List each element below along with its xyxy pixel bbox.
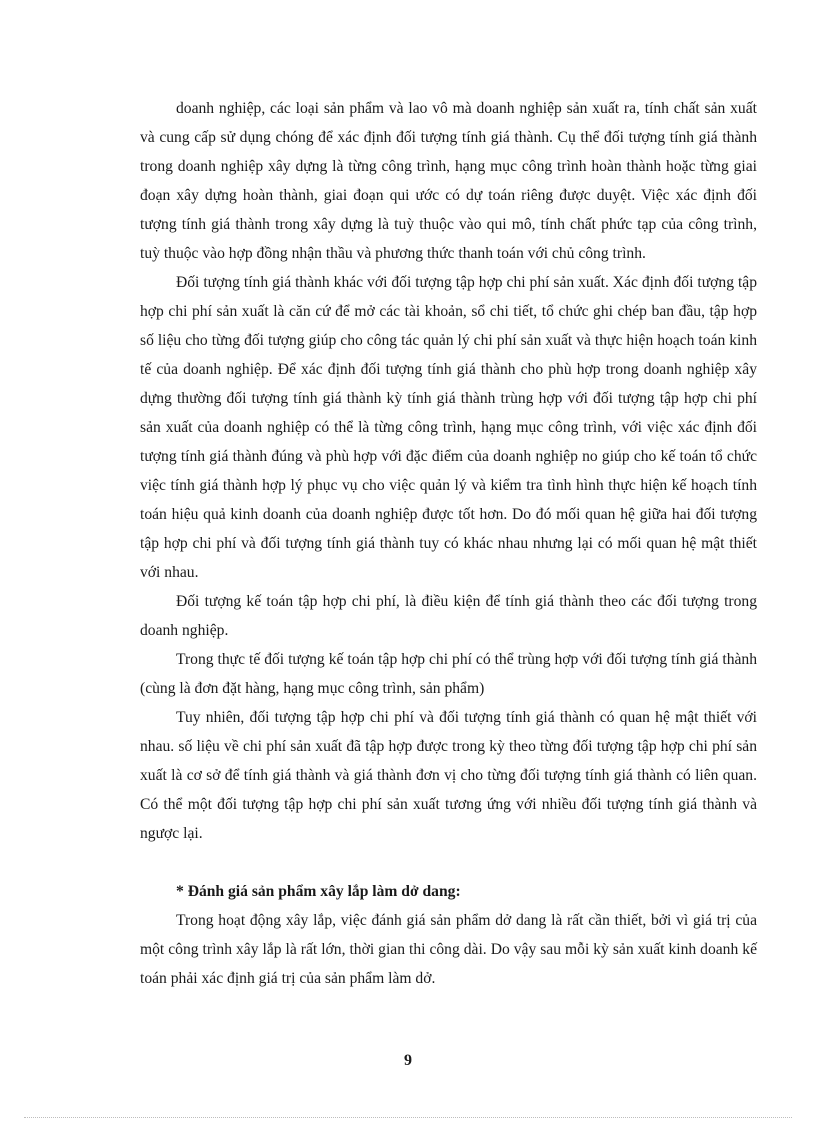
paragraph-intro: doanh nghiệp, các loại sản phẩm và lao vô mà doanh nghiệp sản xuất ra, tính chất sản xuất và cung cấp sử dụng chóng để xác định đối tượng tính giá thành. Cụ thể đối tượng tính giá thành trong doanh nghiệp xây dựng là từng công trình, hạng mục công trình hoàn thành hoặc từng giai đoạn xây dựng hoàn thành, giai đoạn qui ước có dự toán riêng được duyệt. Việc xác định đối tượng tính giá thành trong xây dựng là tuỳ thuộc vào qui mô, tính chất phức tạp của công trình, tuỳ thuộc vào hợp đồng nhận thầu và phương thức thanh toán với chủ công trình.	[140, 100, 757, 262]
paragraph-practice: Trong thực tế đối tượng kế toán tập hợp chi phí có thể trùng hợp với đối tượng tính giá thành (cùng là đơn đặt hàng, hạng mục công trình, sản phẩm)	[140, 651, 757, 697]
section-gap	[140, 848, 757, 877]
page-number: 9	[404, 1052, 412, 1069]
section-heading: * Đánh giá sản phẩm xây lắp làm dở dang:	[176, 883, 461, 900]
page-bottom-divider	[24, 1117, 792, 1118]
paragraph-wip-evaluation: Trong hoạt động xây lắp, việc đánh giá sản phẩm dở dang là rất cần thiết, bởi vì giá trị của một công trình xây lắp là rất lớn, thời gian thi công dài. Do vậy sau mỗi kỳ sản xuất kinh doanh kế toán phải xác định giá trị của sản phẩm làm dở.	[140, 912, 757, 987]
paragraph-accounting-object: Đối tượng kế toán tập hợp chi phí, là điều kiện để tính giá thành theo các đối tượng trong doanh nghiệp.	[140, 593, 757, 639]
paragraph-object-comparison: Đối tượng tính giá thành khác với đối tượng tập hợp chi phí sản xuất. Xác định đối tượng tập hợp chi phí sản xuất là căn cứ để mở các tài khoản, sổ chi tiết, tổ chức ghi chép ban đầu, tập hợp số liệu cho từng đối tượng giúp cho công tác quản lý chi phí sản xuất và thực hiện hoạch toán kinh tế của doanh nghiệp. Để xác định đối tượng tính giá thành cho phù hợp trong doanh nghiệp xây dựng thường đối tượng tính giá thành kỳ tính giá thành trùng hợp với đối tượng tập hợp chi phí sản xuất của doanh nghiệp có thể là từng công trình, hạng mục công trình, với việc xác định đối tượng tính giá thành đúng và phù hợp với đặc điểm của doanh nghiệp no giúp cho kế toán tổ chức việc tính giá thành hợp lý phục vụ cho việc quản lý và kiểm tra tình hình thực hiện kế hoạch tính toán hiệu quả kinh doanh của doanh nghiệp được tốt hơn. Do đó mối quan hệ giữa hai đối tượng tập hợp chi phí và đối tượng tính giá thành tuy có khác nhau nhưng lại có mối quan hệ mật thiết với nhau.	[140, 274, 757, 581]
document-body	[140, 94, 757, 993]
paragraph-relationship: Tuy nhiên, đối tượng tập hợp chi phí và đối tượng tính giá thành có quan hệ mật thiết với nhau. số liệu về chi phí sản xuất đã tập hợp được trong kỳ theo từng đối tượng tập hợp chi phí sản xuất là cơ sở để tính giá thành và giá thành đơn vị cho từng đối tượng tính giá thành có liên quan. Có thể một đối tượng tập hợp chi phí sản xuất tương ứng với nhiều đối tượng tính giá thành và ngược lại.	[140, 709, 757, 842]
